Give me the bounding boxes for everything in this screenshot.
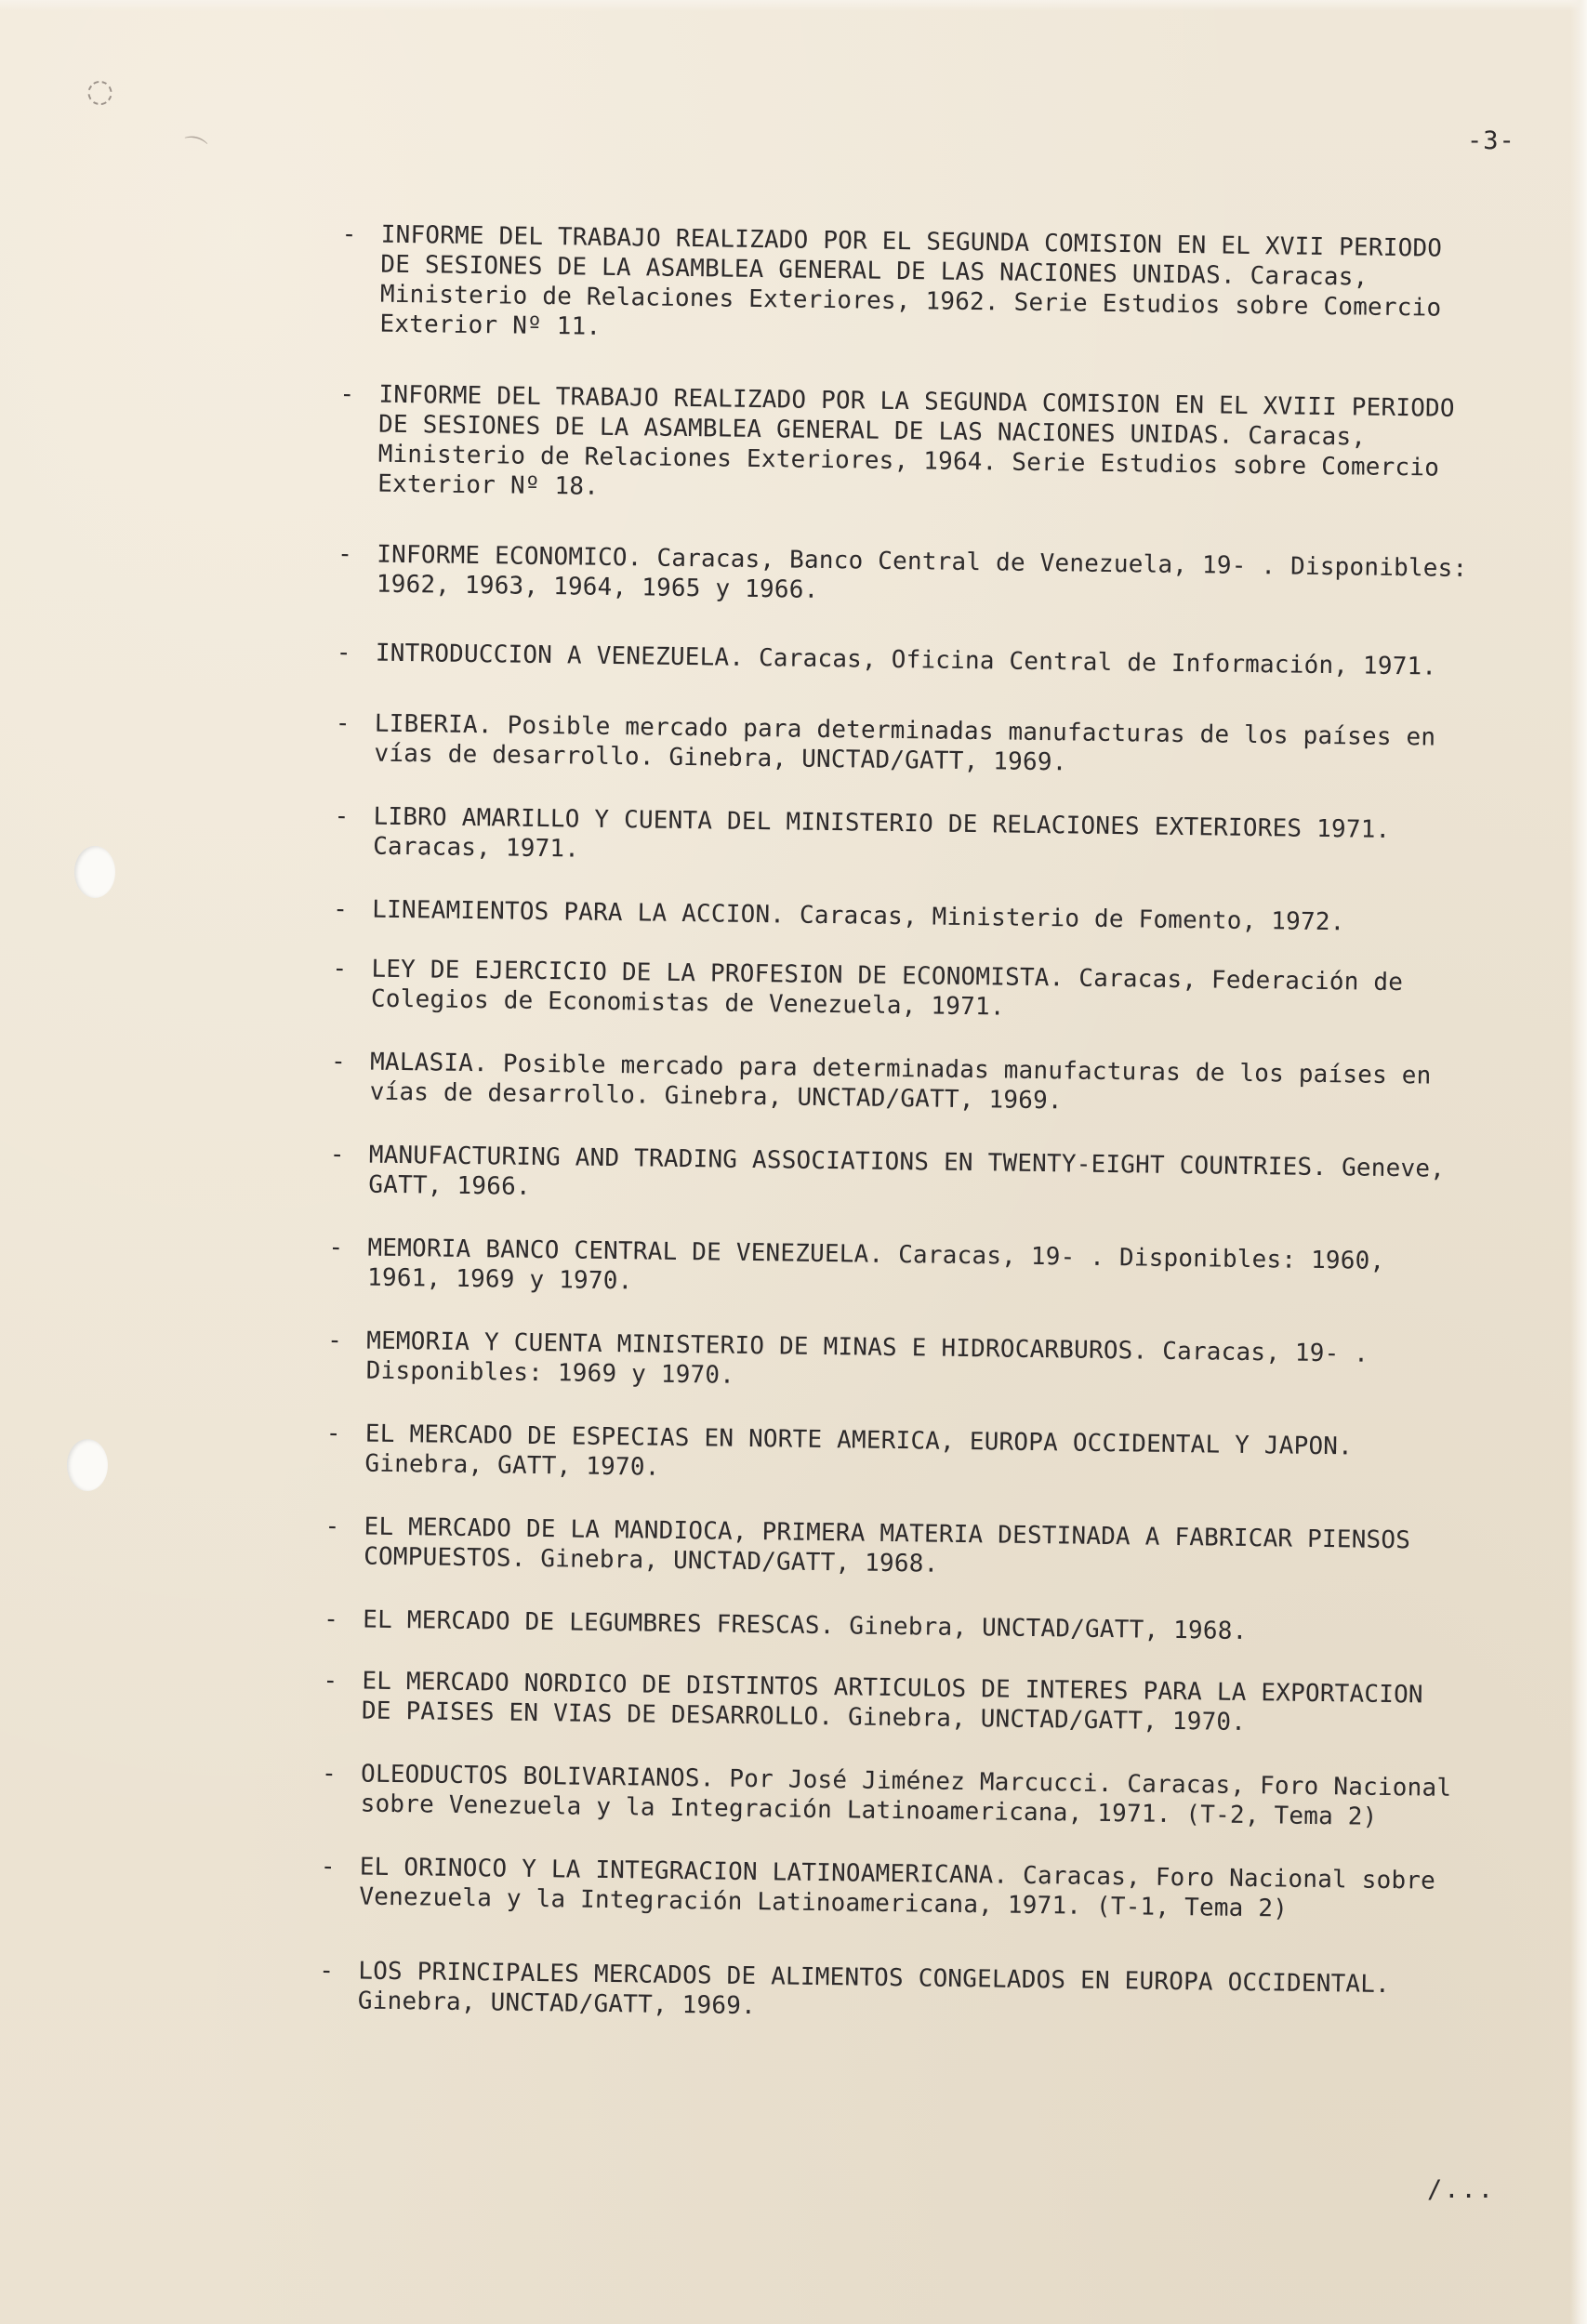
- entry-text: OLEODUCTOS BOLIVARIANOS. Por José Jiménez Marcucci. Caracas, Foro Nacional sobre Venezuela y la Integración Latinoamericana, 1971. (T-2, Tema 2): [360, 1760, 1452, 1831]
- entry-text: MEMORIA Y CUENTA MINISTERIO DE MINAS E HIDROCARBUROS. Caracas, 19- . Disponibles: 1969 y 1970.: [365, 1327, 1369, 1390]
- entry-dash: -: [324, 1512, 340, 1541]
- bibliography-entry: [327, 638, 1480, 682]
- bibliography-entry: [311, 1852, 1464, 1926]
- bibliography-entry: [311, 1759, 1465, 1833]
- entry-dash: -: [327, 1327, 343, 1355]
- continuation-marker: /...: [1427, 2175, 1496, 2204]
- entry-dash: -: [330, 1048, 346, 1076]
- punch-hole-upper: [74, 846, 115, 898]
- bibliography-entry: [314, 1604, 1467, 1649]
- page-number: -3-: [1467, 126, 1515, 155]
- bibliography-entry: [322, 1047, 1475, 1121]
- entry-text: INTRODUCCION A VENEZUELA. Caracas, Oficina Central de Información, 1971.: [375, 639, 1437, 681]
- entry-dash: -: [337, 540, 353, 569]
- entry-dash: -: [320, 1852, 336, 1882]
- entry-text: INFORME DEL TRABAJO REALIZADO POR LA SEGUNDA COMISION EN EL XVIII PERIODO DE SESIONES DE LA ASAMBLEA GENERAL DE LAS NACIONES UNIDAS. Caracas, Ministerio de Relaciones Exteriores, 1964. Serie Estudios sobre Comercio Exterior Nº 18.: [377, 380, 1455, 501]
- entry-text: EL MERCADO NORDICO DE DISTINTOS ARTICULOS DE INTERES PARA LA EXPORTACION DE PAISES EN VIAS DE DESARROLLO. Ginebra, UNCTAD/GATT, 1970.: [361, 1667, 1423, 1736]
- entry-text: EL ORINOCO Y LA INTEGRACION LATINOAMERICANA. Caracas, Foro Nacional sobre Venezuela y la Integración Latinoamericana, 1971. (T-1, Tema 2): [359, 1853, 1436, 1923]
- page-right-edge: [1570, 0, 1587, 2324]
- bibliography-entry: [313, 1666, 1467, 1740]
- entry-text: EL MERCADO DE ESPECIAS EN NORTE AMERICA, EUROPA OCCIDENTAL Y JAPON. Ginebra, GATT, 1970.: [364, 1419, 1354, 1482]
- entry-dash: -: [325, 1419, 341, 1448]
- entry-dash: -: [324, 1605, 339, 1634]
- bibliography-entry: [320, 1140, 1474, 1214]
- entry-dash: -: [336, 639, 351, 667]
- entry-text: INFORME DEL TRABAJO REALIZADO POR EL SEGUNDA COMISION EN EL XVII PERIODO DE SESIONES DE LA ASAMBLEA GENERAL DE LAS NACIONES UNIDAS. Caracas, Ministerio de Relaciones Exteriores, 1962. Serie Estudios sobre Comercio Exterior Nº 11.: [379, 220, 1443, 341]
- entry-dash: -: [321, 1759, 337, 1789]
- entry-text: LIBERIA. Posible mercado para determinadas manufacturas de los países en vías de desarrollo. Ginebra, UNCTAD/GATT, 1969.: [374, 709, 1436, 777]
- bibliography-entry: [329, 379, 1484, 513]
- bibliography-entry: [319, 1233, 1473, 1307]
- entry-dash: -: [332, 955, 348, 984]
- entry-text: EL MERCADO DE LA MANDIOCA, PRIMERA MATERIA DESTINADA A FABRICAR PIENSOS COMPUESTOS. Ginebra, UNCTAD/GATT, 1968.: [363, 1512, 1411, 1578]
- entry-dash: -: [328, 1234, 344, 1262]
- entry-text: MANUFACTURING AND TRADING ASSOCIATIONS EN TWENTY-EIGHT COUNTRIES. Geneve, GATT, 1966.: [368, 1141, 1446, 1201]
- bibliography-entry: [315, 1512, 1469, 1586]
- entry-dash: -: [341, 220, 357, 249]
- entry-dash: -: [339, 380, 355, 409]
- entry-text: MEMORIA BANCO CENTRAL DE VENEZUELA. Caracas, 19- . Disponibles: 1960, 1961, 1969 y 1970.: [366, 1234, 1385, 1296]
- bibliography-entry: [316, 1419, 1470, 1493]
- entry-text: LOS PRINCIPALES MERCADOS DE ALIMENTOS CONGELADOS EN EUROPA OCCIDENTAL. Ginebra, UNCTAD/GATT, 1969.: [357, 1957, 1391, 2021]
- entry-text: LEY DE EJERCICIO DE LA PROFESION DE ECONOMISTA. Caracas, Federación de Colegios de Economistas de Venezuela, 1971.: [370, 955, 1404, 1022]
- bibliography-entry: [324, 894, 1476, 939]
- bibliography-entry: [331, 219, 1486, 353]
- bibliography-entry: [328, 539, 1482, 614]
- punch-hole-lower: [67, 1439, 108, 1491]
- bibliography-entry: [324, 801, 1478, 876]
- bibliography-entry: [323, 954, 1476, 1028]
- entry-text: INFORME ECONOMICO. Caracas, Banco Central de Venezuela, 19- . Disponibles: 1962, 1963, 1964, 1965 y 1966.: [376, 540, 1468, 604]
- bibliography-list: [310, 219, 1486, 2030]
- bibliography-entry: [318, 1326, 1472, 1400]
- entry-dash: -: [333, 895, 349, 924]
- bibliography-entry: [310, 1956, 1463, 2030]
- entry-text: EL MERCADO DE LEGUMBRES FRESCAS. Ginebra, UNCTAD/GATT, 1968.: [363, 1605, 1248, 1646]
- page-top-edge: [0, 0, 1587, 11]
- ink-smudge-icon: ◌: [80, 69, 119, 113]
- entry-dash: -: [334, 802, 350, 831]
- entry-text: LINEAMIENTOS PARA LA ACCION. Caracas, Ministerio de Fomento, 1972.: [372, 895, 1345, 937]
- entry-text: MALASIA. Posible mercado para determinadas manufacturas de los países en vías de desarrollo. Ginebra, UNCTAD/GATT, 1969.: [369, 1048, 1432, 1116]
- bibliography-entry: [325, 708, 1479, 783]
- entry-dash: -: [319, 1956, 335, 1986]
- entry-dash: -: [323, 1666, 338, 1696]
- entry-dash: -: [329, 1141, 345, 1169]
- entry-text: LIBRO AMARILLO Y CUENTA DEL MINISTERIO DE RELACIONES EXTERIORES 1971. Caracas, 1971.: [372, 802, 1391, 864]
- ink-smudge-icon: ⌒: [178, 133, 209, 166]
- entry-dash: -: [335, 709, 350, 738]
